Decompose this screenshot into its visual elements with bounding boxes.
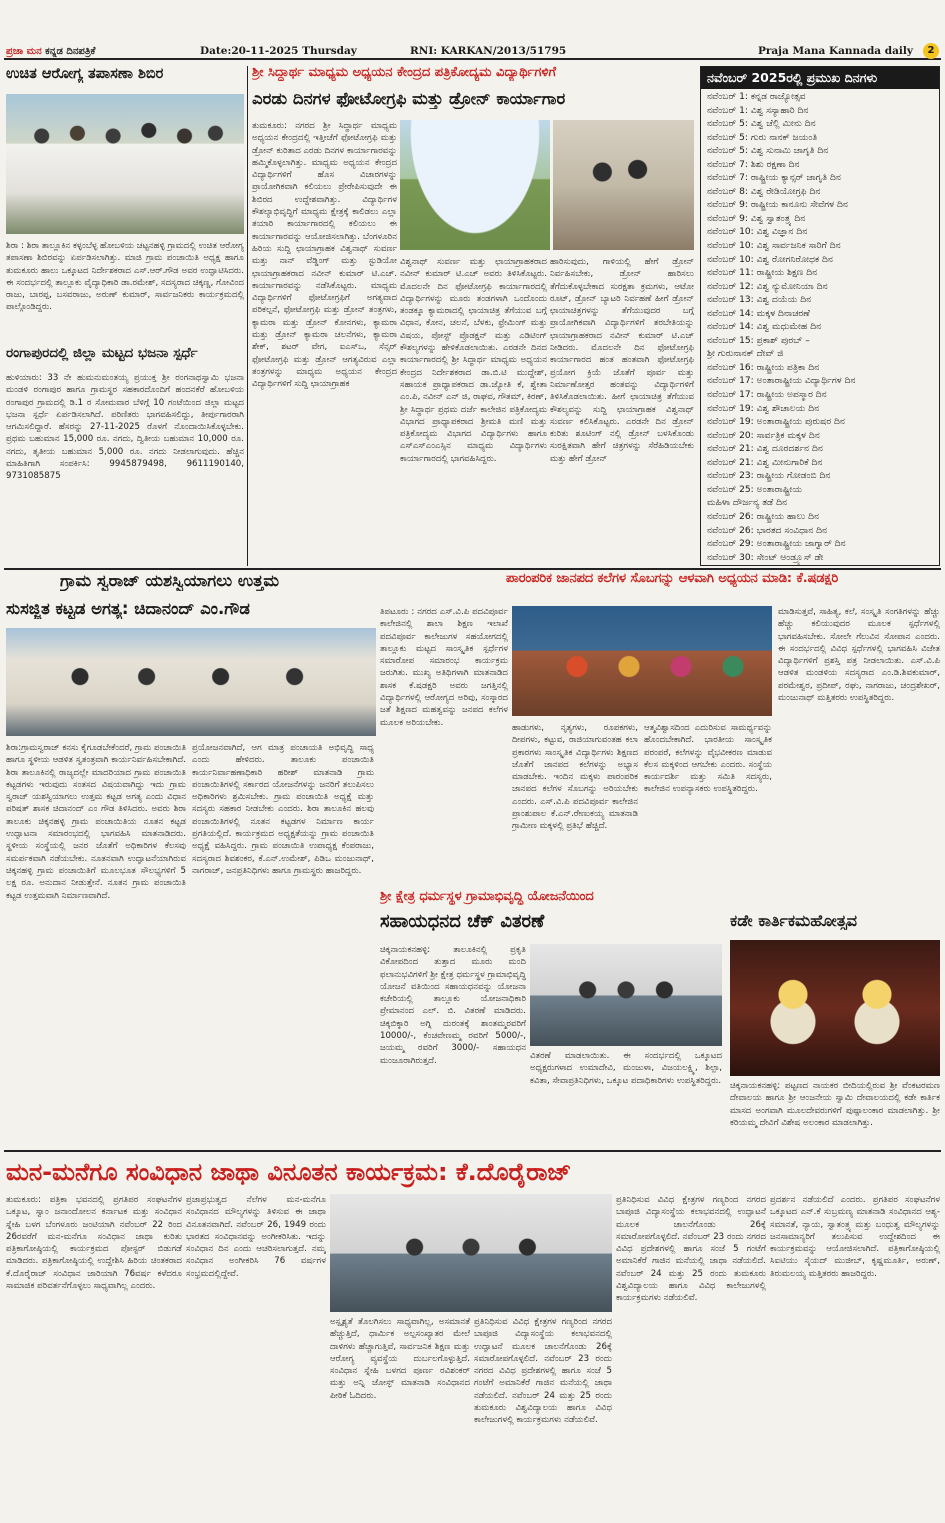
gram-swaraj-photo	[6, 628, 376, 736]
important-day-item: ನವೆಂಬರ್ 1: ಕನ್ನಡ ರಾಜ್ಯೋತ್ಸವ	[707, 92, 806, 102]
karthika-body: ಚಿಕ್ಕನಾಯಕನಹಳ್ಳಿ: ಪಟ್ಟಣದ ನಾಯಕರ ಬೀದಿಯಲ್ಲಿರುವ ಶ್ರೀ ವೆಂಕಟರಮಣ ದೇವಾಲಯ ಹಾಗೂ ಶ್ರೀ ಆಂಜನೇಯ ಸ್ವಾಮಿ ದೇವಾಲಯದಲ್ಲಿ ಕಡೇ ಕಾರ್ತಿಕ ಮಾಸದ ಅಂಗವಾಗಿ ಮೂಲದೇವರುಗಳಿಗೆ ಪುಷ್ಪಾಲಂಕಾರ ಮಾಡಲಾಗಿತ್ತು. ಶ್ರೀ ಕರಿಯಮ್ಮ ದೇವಿಗೆ ವಿಶೇಷ ಅಲಂಕಾರ ಮಾಡಲಾಗಿತ್ತು.	[730, 1081, 940, 1128]
column-rule	[247, 66, 248, 566]
constitution-body-col3: ಅಸ್ಪೃಶ್ಯತೆ ತೊಲಗಿಸಲು ಸಾಧ್ಯವಾಗಿಲ್ಲ, ಅಸಮಾನತೆ ಹೆಚ್ಚುತ್ತಿದೆ, ಧಾರ್ಮಿಕ ಅಲ್ಪಸಂಖ್ಯಾತರ ಮೇಲೆ ದಾಳಿಗಳು ಹೆಚ್ಚಾಗುತ್ತಿವೆ, ಸಾರ್ವಜನಿಕ ಶಿಕ್ಷಣ ಮತ್ತು ಆರೋಗ್ಯ ವ್ಯವಸ್ಥೆಯ ದುರ್ಬಲಗೊಳ್ಳುತ್ತಿದೆ. ಸಂವಿಧಾನ ಸ್ನೇಹಿ ಬಳಗದ ಪೂರ್ಣ ರವಿಶಂಕರ್ ಮತ್ತು ಅನ್ನಿ ಜೋಸ್ಫ್ ಮಾತನಾಡಿ ಸಂವಿಧಾನದ ಪೀಠಿಕೆ ಓದಿದರು.	[330, 1317, 470, 1401]
important-day-item: ನವೆಂಬರ್ 29: ಅಂತಾರಾಷ್ಟ್ರೀಯ ಜಾಗ್ವಾರ್ ದಿನ	[707, 539, 846, 550]
drone-photo-group	[553, 120, 694, 250]
bhajan-body: ಹುಳಿಯಾರು: 33 ನೇ ಹುಮನುಮಂತಯ್ಯ ಪ್ರಯುಕ್ತ ಶ್ರೀ ರಂಗನಾಥಸ್ವಾಮಿ ಭಜನಾ ಮಂಡಳಿ ರಂಗಾಪುರ ಹಾಗೂ ಗ್ರಾಮಸ್ಥರ ಸಹಕಾರದೊಂದಿಗೆ ಹಂದನಕೆರೆ ಹೋಬಳಿಯ ರಂಗಾಪುರ ಗ್ರಾಮದಲ್ಲಿ ಡಿ.1 ರ ಸೋಮವಾರ ಬೆಳಿಗ್ಗೆ 10 ಗಂಟೆಯಿಂದ ಜಿಲ್ಲಾ ಮಟ್ಟದ ಭಜನಾ ಸ್ಪರ್ಧೆ ಏರ್ಪಡಿಸಲಾಗಿದೆ. ಪರಿಣಿತರು ಭಾಗವಹಿಸಲಿದ್ದು, ತೀರ್ಪುಗಾರರಾಗಿ ಆಗಮಿಸಲಿದ್ದಾರೆ. ಹೆಸರನ್ನು 27-11-2025 ರೊಳಗೆ ನೊಂದಾಯಿಸಿಕೊಳ್ಳಬೇಕು. ಪ್ರಥಮ ಬಹುಮಾನ 15,000 ರೂ. ನಗದು, ದ್ವಿತೀಯ ಬಹುಮಾನ 10,000 ರೂ. ನಗದು, ತೃತೀಯ ಬಹುಮಾನ 5,000 ರೂ. ನಗದು ನೀಡಲಾಗುವುದು. ಹೆಚ್ಚಿನ ಮಾಹಿತಿಗಾಗಿ ಸಂಪರ್ಕಿಸಿ: 9945879498, 9611190140, 9731085875	[6, 373, 244, 482]
folk-arts-body-col4: ಮಾಡಿಸುತ್ತವೆ, ಸಾಹಿತ್ಯ, ಕಲೆ, ಸಂಸ್ಕೃತಿ ಸಂಗತಿಗಳನ್ನು ಹೆಚ್ಚು ಹೆಚ್ಚು ಕಲಿಯುವುದರ ಮೂಲಕ ಸ್ಪರ್ಧೆಗಳಲ್ಲಿ ಭಾಗವಹಿಸಬೇಕು. ಸೋಲೇ ಗೆಲುವಿನ ಸೋಪಾನ ಎಂದರು. ಈ ಸಂದರ್ಭದಲ್ಲಿ ವಿವಿಧ ಸ್ಪರ್ಧೆಗಳಲ್ಲಿ ಭಾಗವಹಿಸಿ ವಿಜೇತ ವಿದ್ಯಾರ್ಥಿಗಳಿಗೆ ಪ್ರಶಸ್ತಿ ಪತ್ರ ನೀಡಲಾಯಿತು. ಎಸ್.ವಿ.ಪಿ ಆಡಳಿತ ಮಂಡಳಿಯ ಸದಸ್ಯರಾದ ಎಂ.ಡಿ.ಶಿವಕುಮಾರ್, ಪರಮೇಶ್ವರ, ಪ್ರದೀಪ್, ರಘು, ನಾಗರಾಜು, ಚಂದ್ರಶೇಖರ್, ಮಂಜುನಾಥ್ ಮತ್ತಿತರರು ಉಪಸ್ಥಿತರಿದ್ದರು.	[778, 607, 940, 704]
important-day-item: ನವೆಂಬರ್ 7: ರಾಷ್ಟ್ರೀಯ ಕ್ಯಾನ್ಸರ್ ಜಾಗೃತಿ ದಿನ	[707, 173, 841, 184]
health-camp-photo	[6, 94, 244, 234]
important-day-item: ಶ್ರೀ ಗುರುನಾನಕ್ ದೇವ್ ಜಿ	[707, 349, 784, 360]
important-day-item: ನವೆಂಬರ್ 30: ಸೇಂಟ್ ಆಂಡ್ರ್ಯೂಸ್ ಡೇ	[707, 552, 824, 563]
important-day-item: ನವೆಂಬರ್ 26: ರಾಷ್ಟ್ರೀಯ ಹಾಲು ದಿನ	[707, 511, 820, 522]
health-camp-body: ಶಿರಾ : ಶಿರಾ ತಾಲ್ಲೂಕಿನ ಕಳ್ಳಂಬೆಳ್ಳ ಹೋಬಳಿಯ ಚಟ್ಟನಹಳ್ಳಿ ಗ್ರಾಮದಲ್ಲಿ ಉಚಿತ ಆರೋಗ್ಯ ತಪಾಸಣಾ ಶಿಬಿರವನ್ನು ಏರ್ಪಡಿಸಲಾಗಿತ್ತು. ಮಾಜಿ ಗ್ರಾಮ ಪಂಚಾಯಿತಿ ಅಧ್ಯಕ್ಷ ಹಾಗೂ ತುಮಕೂರು ಹಾಲು ಒಕ್ಕೂಟದ ನಿರ್ದೇಶಕರಾದ ಎಸ್.ಆರ್.ಗೌಡ ಅವರ ಉದ್ಘಾಟಿಸಿದರು. ಈ ಸಂದರ್ಭದಲ್ಲಿ ತಾಲ್ಲೂಕು ವೈದ್ಯಾಧಿಕಾರಿ ಡಾ.ರಮೇಶ್, ಸದಸ್ಯರಾದ ಚಿಕ್ಕಣ್ಣ, ಗೋವಿಂದ ರಾಜು, ಬಾರಪ್ಪ, ಬಸವರಾಜು, ಅರುಣ್ ಕುಮಾರ್, ಸಾರ್ವಜನಿಕರು ಕಾರ್ಯಕ್ರಮದಲ್ಲಿ ಪಾಲ್ಗೊಂಡಿದ್ದರು.	[6, 241, 244, 313]
constitution-headline: ಮನ-ಮನೆಗೂ ಸಂವಿಧಾನ ಜಾಥಾ ವಿನೂತನ ಕಾರ್ಯಕ್ರಮ: ಕೆ.ದೊರೈರಾಜ್	[6, 1158, 572, 1186]
important-day-item: ನವೆಂಬರ್ 19: ಅಂತಾರಾಷ್ಟ್ರೀಯ ಪುರುಷರ ದಿನ	[707, 417, 845, 428]
important-days-list	[701, 89, 939, 567]
important-day-item: ನವೆಂಬರ್ 23: ರಾಷ್ಟ್ರೀಯ ಗೋಡಂಬಿ ದಿನ	[707, 471, 831, 482]
important-day-item: ನವೆಂಬರ್ 10: ವಿಶ್ವ ಸಾರ್ವಜನಿಕ ಸಾರಿಗೆ ದಿನ	[707, 241, 841, 252]
important-day-item: ಮಹಿಳಾ ದೌರ್ಜನ್ಯ ತಡೆ ದಿನ	[707, 498, 788, 509]
important-day-item: ನವೆಂಬರ್ 1: ವಿಶ್ವ ಸಸ್ಯಾಹಾರಿ ದಿನ	[707, 105, 809, 116]
drone-body-col1: ತುಮಕೂರು: ನಗರದ ಶ್ರೀ ಸಿದ್ಧಾರ್ಥ ಮಾಧ್ಯಮ ಅಧ್ಯಯನ ಕೇಂದ್ರದಲ್ಲಿ ಇತ್ತೀಚೆಗೆ ಫೋಟೋಗ್ರಫಿ ಮತ್ತು ಡ್ರೋನ್ ಕುರಿತಾದ ಎರಡು ದಿನಗಳ ಕಾರ್ಯಾಗಾರವನ್ನು ಹಮ್ಮಿಕೊಳ್ಳಲಾಗಿತ್ತು. ಮಾಧ್ಯಮ ಅಧ್ಯಯನ ಕೇಂದ್ರದ ವಿದ್ಯಾರ್ಥಿಗಳಿಗೆ ಹೊಸ ವಿಚಾರಗಳನ್ನು ಪ್ರಾಯೋಗಿಕವಾಗಿ ಕಲಿಯಲು ಪ್ರೇರೇಪಿಸುವುದೇ ಈ ಶಿಬಿರದ ಉದ್ದೇಶವಾಗಿತ್ತು. ವಿದ್ಯಾರ್ಥಿಗಳ ಕೌಶಲ್ಯಾಭಿವೃದ್ಧಿಗೆ ಮಾಧ್ಯಮ ಕ್ಷೇತ್ರಕ್ಕೆ ಕಾಲಿಡಲು ಎಲ್ಲಾ ತಯಾರಿ ಕಾರ್ಯಾಗಾರದಲ್ಲಿ ಕಲಿಯಲು ಈ ಕಾರ್ಯಾಗಾರವನ್ನು ಆಯೋಜಿಸಲಾಗಿತ್ತು. ಬೆಂಗಳೂರಿನ ಹಿರಿಯ ಸುದ್ದಿ ಛಾಯಾಗ್ರಾಹಕ ವಿಶ್ವನಾಥ್ ಸುವರ್ಣ ಮತ್ತು ನಾನ್ ವೆಡ್ಡಿಂಗ್ ಮತ್ತು ಸ್ಟುಡಿಯೋ ಛಾಯಾಗ್ರಾಹಕರಾದ ನವೀನ್ ಕುಮಾರ್ ಟಿ.ಎಚ್. ಕಾರ್ಯಾಗಾರವನ್ನು ನಡೆಸಿಕೊಟ್ಟರು. ಮಾಧ್ಯಮ ವಿದ್ಯಾರ್ಥಿಗಳಿಗೆ ಫೋಟೋಗ್ರಫಿಗೆ ಅಗತ್ಯವಾದ ಪರಿಕಲ್ಪನೆ, ಫೋಟೋಗ್ರಫಿ ಮತ್ತು ಡ್ರೋನ್ ತಂತ್ರಗಳು, ಕ್ಯಾಮರಾ ಮತ್ತು ಡ್ರೋನ್ ಕೋನಗಳು, ಕ್ಯಾಮರಾ ಮತ್ತು ಡ್ರೋನ್ ಕ್ಯಾಮರಾ ಚಲನೆಗಳು, ಕ್ಯಾಮರಾ ಶೇಕ್, ಶಟರ್ ವೇಗ, ಐಎಸ್ಒ, ಸೆನ್ಸರ್ ಫೋಟೋಗ್ರಫಿ ಮತ್ತು ಡ್ರೋನ್ ಆಗತ್ಯವಿರುವ ಎಲ್ಲಾ ತಂತ್ರಗಳನ್ನು ಮಾಧ್ಯಮ ಅಧ್ಯಯನ ಕೇಂದ್ರದ ವಿದ್ಯಾರ್ಥಿಗಳಿಗೆ ಸುದ್ದಿ ಛಾಯಾಗ್ರಾಹಕ	[252, 121, 397, 390]
page-number-badge: 2	[923, 43, 939, 59]
gram-swaraj-body-col2: ಪ್ರಯೋಜನವಾಗಿದೆ, ಆಗ ಮಾತ್ರ ಪಂಚಾಯತಿ ಅಭಿವೃದ್ಧಿ ಸಾಧ್ಯ ಎಂದು ಹೇಳಿದರು. ತಾಲೂಕು ಪಂಚಾಯಿತಿ ಕಾರ್ಯನಿರ್ವಾಹಣಾಧಿಕಾರಿ ಹರೀಶ್ ಮಾತನಾಡಿ ಗ್ರಾಮ ಪಂಚಾಯಿತಿಗಳಲ್ಲಿ ಸರ್ಕಾರದ ಯೋಜನೆಗಳನ್ನು ಜನರಿಗೆ ತಲುಪಿಸಲು ಅಧಿಕಾರಿಗಳು ಶ್ರಮಿಸಬೇಕು. ಗ್ರಾಮ ಪಂಚಾಯಿತಿ ಅಧ್ಯಕ್ಷೆ ಮತ್ತು ಸದಸ್ಯರು ಸಹಕಾರ ನೀಡಬೇಕು ಎಂದರು. ಶಿರಾ ತಾಲೂಕಿನ ಹಲವು ಪಂಚಾಯಿತಿಗಳಲ್ಲಿ ನೂತನ ಕಟ್ಟಡಗಳ ನಿರ್ಮಾಣ ಕಾರ್ಯ ಪ್ರಗತಿಯಲ್ಲಿದೆ. ಕಾರ್ಯಕ್ರಮದ ಅಧ್ಯಕ್ಷತೆಯನ್ನು ಗ್ರಾಮ ಪಂಚಾಯಿತಿ ಅಧ್ಯಕ್ಷೆ ವಹಿಸಿದ್ದರು. ಗ್ರಾಮ ಪಂಚಾಯಿತಿ ಉಪಾಧ್ಯಕ್ಷ ಕೆಂಪರಾಜು, ಸದಸ್ಯರಾದ ಶಿವಶಂಕರ, ಕೆ.ಎನ್.ಉಮೇಶ್, ಪಿಡಿಒ ಮಂಜುನಾಥ್, ನಾಗರಾಜ್, ಜನಪ್ರತಿನಿಧಿಗಳು ಹಾಗೂ ಗ್ರಾಮಸ್ಥರು ಹಾಜರಿದ್ದರು.	[192, 743, 374, 876]
important-day-item: ನವೆಂಬರ್ 7: ಶಿಶು ರಕ್ಷಣಾ ದಿನ	[707, 159, 800, 170]
constitution-photo	[330, 1194, 612, 1312]
folk-arts-body-col1: ತಿಪಟೂರು : ನಗರದ ಎಸ್.ವಿ.ಪಿ ಪದವಿಪೂರ್ವ ಕಾಲೇಜಿನಲ್ಲಿ ಶಾಲಾ ಶಿಕ್ಷಣ ಇಲಾಖೆ ಪದವಿಪೂರ್ವ ಕಾಲೇಜುಗಳ ಸಹಯೋಗದಲ್ಲಿ ತಾಲ್ಲೂಕು ಮಟ್ಟದ ಸಾಂಸ್ಕೃತಿಕ ಸ್ಪರ್ಧೆಗಳ ಸಮಾರೋಪ ಸಮಾರಂಭ ಕಾರ್ಯಕ್ರಮ ಜರುಗಿತು. ಮುಖ್ಯ ಅತಿಥಿಗಳಾಗಿ ಮಾತನಾಡಿದ ಶಾಸಕ ಕೆ.ಷಡಕ್ಷರಿ ಅವರು ಜಗತ್ತಿನಲ್ಲಿ ವಿದ್ಯಾರ್ಥಿಗಳಲ್ಲಿ ಆರೋಗ್ಯದ ಅರಿವು, ಸಂಸ್ಕಾರದ ಜತೆ ಶಿಕ್ಷಣದ ಮಹತ್ವವನ್ನು ಜನಪದ ಕಲೆಗಳ ಮೂಲಕ ಅರಿಯಬೇಕು.	[380, 607, 508, 728]
constitution-body-col5: ಪ್ರದರ್ಶನ ನಡೆಯಲಿದೆ ಎಂದರು. ಪ್ರಗತಿಪರ ಸಂಘಟನೆಗಳ ಒಕ್ಕೂಟದ ಎನ್.ಕೆ ಸುಬ್ರಮಣ್ಯ ಮಾತನಾಡಿ ಸಂವಿಧಾನದ ಆಶ್ಯ-ಸಮಾನತೆ, ನ್ಯಾಯ, ಸ್ವಾತಂತ್ರ್ಯ ಮತ್ತು ಬಂಧುತ್ವ ಮೌಲ್ಯಗಳನ್ನು ಜನಸಾಮಾನ್ಯರಿಗೆ ತಲುಪಿಸುವ ಉದ್ದೇಶದಿಂದ ಈ ಕಾರ್ಯಕ್ರಮವನ್ನು ಆಯೋಜಿಸಲಾಗಿದೆ. ಪತ್ರಿಕಾಗೋಷ್ಠಿಯಲ್ಲಿ ಸಿಐಟಿಯು ಸೈಯದ್ ಮುಜೀಬ್, ಕೃಷ್ಣಮೂರ್ತಿ, ಅರುಣ್, ತಿರುಮಲಯ್ಯ ಮತ್ತಿತರರು ಹಾಜರಿದ್ದರು.	[770, 1195, 940, 1279]
section-rule	[4, 568, 941, 570]
important-day-item: ನವೆಂಬರ್ 10: ವಿಶ್ವ ವಿಜ್ಞಾನ ದಿನ	[707, 227, 808, 238]
masthead-paper-name: Praja Mana Kannada daily	[757, 45, 913, 57]
constitution-body-col4b: ಪ್ರತಿನಿಧಿಸುವ ವಿವಿಧ ಕ್ಷೇತ್ರಗಳ ಗಣ್ಯರಿಂದ ನಗರದ ಬಾಪೂಜಿ ವಿದ್ಯಾಸಂಸ್ಥೆಯ ಕಲಾಭವನದಲ್ಲಿ ಉದ್ಘಾಟನೆ ಮೂಲಕ ಚಾಲನೆಗೊಂಡು 26ಕ್ಕೆ ಸಮಾರೋಪಗೊಳ್ಳಲಿದೆ. ನವೆಂಬರ್ 23 ರಂದು ನಗರದ ವಿವಿಧ ಪ್ರದೇಶಗಳಲ್ಲಿ ಹಾಗೂ ಸಂಜೆ 5 ಗಂಟೆಗೆ ಅಮಾನಿಕೆರೆ ಗಾಜಿನ ಮನೆಯಲ್ಲಿ ಜಾಥಾ ನಡೆಯಲಿದೆ. ನವೆಂಬರ್ 24 ಮತ್ತು 25 ರಂದು ತುಮಕೂರು ವಿಶ್ವವಿದ್ಯಾಲಯ ಹಾಗೂ ವಿವಿಧ ಕಾಲೇಜುಗಳಲ್ಲಿ ಕಾರ್ಯಕ್ರಮಗಳು ನಡೆಯಲಿವೆ.	[616, 1195, 766, 1304]
section-rule-2	[4, 1150, 941, 1152]
important-day-item: ನವೆಂಬರ್ 11: ರಾಷ್ಟ್ರೀಯ ಶಿಕ್ಷಣ ದಿನ	[707, 268, 818, 279]
folk-arts-headline: ಪಾರಂಪರಿಕ ಜಾನಪದ ಕಲೆಗಳ ಸೊಬಗನ್ನು ಆಳವಾಗಿ ಅಧ್ಯಯನ ಮಾಡಿ: ಕೆ.ಷಡಕ್ಷರಿ	[506, 572, 839, 586]
constitution-body-col1: ತುಮಕೂರು: ಪತ್ರಿಕಾ ಭವನದಲ್ಲಿ ಪ್ರಗತಿಪರ ಸಂಘಟನೆಗಳ ಒಕ್ಕೂಟ, ಸ್ವಾಂ ಜನಾಂದೋಲನ ಕರ್ನಾಟಕ ಮತ್ತು ಸಂವಿಧಾನ ಸ್ನೇಹಿ ಬಳಗ ಬೆಂಗಳೂರು ಜಂಟಿಯಾಗಿ ನವೆಂಬರ್ 22 ರಿಂದ 26ರವರೆಗೆ ಮನ-ಮನೆಗೂ ಸಂವಿಧಾನ ಜಾಥಾ ಕುರಿತು ಪತ್ರಿಕಾಗೋಷ್ಠಿಯಲ್ಲಿ ಕಾರ್ಯಕ್ರಮದ ಪೋಸ್ಟರ್ ಬಿಡುಗಡೆ ಮಾಡಿದರು. ಪತ್ರಿಕಾಗೋಷ್ಠಿಯಲ್ಲಿ ಉದ್ದೇಶಿಸಿ ಹಿರಿಯ ಚಿಂತಕರಾದ ಕೆ.ದೊರೈರಾಜ್ ಸಂವಿಧಾನ ಜಾರಿಯಾಗಿ 76ವರ್ಷ ಕಳೆದರೂ ಸಾಮಾಜಿಕ ಪರಿವರ್ತನೆಗೊಳ್ಳಲು ಸಾಧ್ಯವಾಗಿಲ್ಲ ಎಂದರು.	[6, 1195, 182, 1292]
drone-headline: ಎರಡು ದಿನಗಳ ಫೋಟೋಗ್ರಫಿ ಮತ್ತು ಡ್ರೋನ್ ಕಾರ್ಯಾಗಾರ	[252, 90, 566, 108]
dharmasthala-headline-1: ಶ್ರೀ ಕ್ಷೇತ್ರ ಧರ್ಮಸ್ಥಳ ಗ್ರಾಮಾಭಿವೃದ್ಧಿ ಯೋಜನೆಯಿಂದ	[380, 890, 594, 904]
masthead-date: Date:20-11-2025 Thursday	[200, 45, 357, 57]
folk-arts-photo	[512, 606, 772, 716]
important-day-item: ನವೆಂಬರ್ 14: ವಿಶ್ವ ಮಧುಮೇಹ ದಿನ	[707, 322, 822, 333]
masthead-logo: ಪ್ರಜಾ ಮನ ಕನ್ನಡ ದಿನಪತ್ರಿಕೆ	[6, 45, 96, 57]
health-camp-headline: ಉಚಿತ ಆರೋಗ್ಯ ತಪಾಸಣಾ ಶಿಬಿರ	[6, 66, 164, 82]
drone-banner: ಶ್ರೀ ಸಿದ್ಧಾರ್ಥ ಮಾಧ್ಯಮ ಅಧ್ಯಯನ ಕೇಂದ್ರದ ಪತ್ರಿಕೋದ್ಯಮ ವಿದ್ಯಾರ್ಥಿಗಳಿಗೆ	[252, 66, 557, 80]
masthead-rni: RNI: KARKAN/2013/51795	[410, 45, 567, 57]
important-day-item: ನವೆಂಬರ್ 21: ವಿಶ್ವ ದೂರದರ್ಶನ ದಿನ	[707, 444, 823, 455]
important-day-item: ನವೆಂಬರ್ 5: ವಿಶ್ವ ಚೆಲ್ಲಿ ಮೀನು ದಿನ	[707, 119, 816, 130]
gram-swaraj-headline-1: ಗ್ರಾಮ ಸ್ವರಾಜ್ ಯಶಸ್ವಿಯಾಗಲು ಉತ್ತಮ	[60, 572, 280, 590]
important-day-item: ನವೆಂಬರ್ 5: ಗುರು ನಾನಕ್ ಜಯಂತಿ	[707, 132, 818, 143]
important-days-title: ನವೆಂಬರ್ 2025ರಲ್ಲಿ ಪ್ರಮುಖ ದಿನಗಳು	[701, 67, 939, 89]
masthead	[0, 0, 945, 64]
dharmasthala-body-col1: ಚಿಕ್ಕನಾಯಕನಹಳ್ಳಿ: ತಾಲೂಕಿನಲ್ಲಿ ಪ್ರಕೃತಿ ವಿಕೋಪದಿಂದ ತುತ್ತಾದ ಮೂರು ಮಂದಿ ಫಲಾನುಭವಿಗಳಿಗೆ ಶ್ರೀ ಕ್ಷೇತ್ರ ಧರ್ಮಸ್ಥಳ ಗ್ರಾಮಾಭಿವೃದ್ಧಿ ಯೋಜನೆ ವತಿಯಿಂದ ಸಹಾಯಧನವನ್ನು ಯೋಜನಾ ಕಚೇರಿಯಲ್ಲಿ ತಾಲ್ಲೂಕು ಯೋಜನಾಧಿಕಾರಿ ಪ್ರೇಮಾನಂದ ಎಲ್. ಬಿ. ವಿತರಣೆ ಮಾಡಿದರು. ಚಿಕ್ಕಬಿಕ್ಕಾರಿ ಅಗ್ನಿ ದುರಂತಕ್ಕೆ ಶಾಂತಮ್ಮರವರಿಗೆ 10000/-, ಕೆಂಚವೇಣಮ್ಮ ರವರಿಗೆ 5000/-, ಜಯಮ್ಮ ರವರಿಗೆ 3000/- ಸಹಾಯಧನ ಮಂಜೂರಾಗಿರುತ್ತದೆ.	[380, 945, 526, 1066]
folk-arts-body-col3: ಆತ್ಮವಿಶ್ವಾಸದಿಂದ ಎದುರಿಸುವ ಸಾಮರ್ಥ್ಯವನ್ನು ಹೊಂದಬೇಕಾಗಿದೆ. ಭಾರತೀಯ ಸಾಂಸ್ಕೃತಿಕ ಪರಂಪರೆ, ಕಲೆಗಳನ್ನು ವೈಭವೀಕರಣ ಮಾಡುವ ಕೆಲಸ ಮಕ್ಕಳಿಂದ ಆಗಬೇಕು ಎಂದರು. ಸಂಸ್ಥೆಯ ಕಾರ್ಯದರ್ಶಿ ಮತ್ತು ಸಮಿತಿ ಸದಸ್ಯರು, ಕಾಲೇಜಿನ ಉಪನ್ಯಾಸಕರು ಉಪಸ್ಥಿತರಿದ್ದರು.	[644, 723, 772, 795]
important-day-item: ನವೆಂಬರ್ 10: ವಿಶ್ವ ರೋಗನಿರೋಧಕ ದಿನ	[707, 254, 833, 265]
important-day-item: ನವೆಂಬರ್ 16: ರಾಷ್ಟ್ರೀಯ ಪತ್ರಿಕಾ ದಿನ	[707, 362, 820, 373]
drone-photo-field	[400, 120, 550, 250]
masthead-bar	[4, 44, 941, 60]
gram-swaraj-body-col1: ಶಿರಾ:ಗ್ರಾಮಸ್ವರಾಜ್ ಕನಸು ಕೈಗೂಡಬೇಕೆಂದರೆ, ಗ್ರಾಮ ಪಂಚಾಯಿತಿ ಹಾಗೂ ಸ್ಥಳೀಯ ಆಡಳಿತ ಸ್ವತಂತ್ರವಾಗಿ ಕಾರ್ಯನಿರ್ವಹಿಸಬೇಕಾಗಿದೆ. ಶಿರಾ ತಾಲೂಕಿನಲ್ಲಿ ರಾಜ್ಯದಲ್ಲೇ ಮಾದರಿಯಾದ ಗ್ರಾಮ ಪಂಚಾಯಿತಿ ಕಟ್ಟಡಗಳು ಇರುವುದು ಸಂತಸದ ವಿಷಯವಾಗಿದ್ದು ಇದು ಗ್ರಾಮ ಸ್ವರಾಜ್ ಯಶಸ್ವಿಯಾಗಲು ಉತ್ತಮ ಕಟ್ಟಡ ಅಗತ್ಯ ಎಂದು ವಿಧಾನ ಪರಿಷತ್ ಶಾಸಕ ಚಿದಾನಂದ್ ಎಂ ಗೌಡ ತಿಳಿಸಿದರು. ಅವರು ಶಿರಾ ತಾಲೂಕು ಚಿಕ್ಕನಹಳ್ಳಿ ಗ್ರಾಮ ಪಂಚಾಯಿತಿಯ ನೂತನ ಕಟ್ಟಡ ಉದ್ಘಾಟನಾ ಸಮಾರಂಭದಲ್ಲಿ ಭಾಗವಹಿಸಿ ಮಾತನಾಡಿದರು. ಸ್ಥಳೀಯ ಸಂಸ್ಥೆಯಲ್ಲಿ ಜನರ ಜೊತೆಗೆ ಅಧಿಕಾರಿಗಳ ಕೆಲಸವು ಸಮರ್ಪಕವಾಗಿ ನಡೆಯಬೇಕು. ನೂತನವಾಗಿ ಉದ್ಘಾಟನೆಯಾಗಿರುವ ಚಿಕ್ಕನಹಳ್ಳಿ ಗ್ರಾಮ ಪಂಚಾಯಿತಿಗೆ ಮೂಲಭೂತ ಸೌಲಭ್ಯಗಳಿಗೆ 5 ಲಕ್ಷ ರೂ. ಅನುದಾನ ನೀಡುತ್ತೇನೆ. ನೂತನ ಗ್ರಾಮ ಪಂಚಾಯಿತಿ ಕಟ್ಟಡ ಉತ್ತಮವಾಗಿ ನಿರ್ಮಾಣವಾಗಿದೆ.	[6, 743, 186, 901]
important-day-item: ನವೆಂಬರ್ 20: ಸಾರ್ವತ್ರಿಕ ಮಕ್ಕಳ ದಿನ	[707, 430, 820, 441]
bhajan-headline: ರಂಗಾಪುರದಲ್ಲಿ ಜಿಲ್ಲಾ ಮಟ್ಟದ ಭಜನಾ ಸ್ಪರ್ಧೆ	[6, 346, 198, 361]
important-day-item: ನವೆಂಬರ್ 17: ಅಂತಾರಾಷ್ಟ್ರೀಯ ವಿದ್ಯಾರ್ಥಿಗಳ ದಿನ	[707, 376, 856, 387]
important-day-item: ನವೆಂಬರ್ 12: ವಿಶ್ವ ನ್ಯುಮೋನಿಯಾ ದಿನ	[707, 281, 828, 292]
important-day-item: ನವೆಂಬರ್ 19: ವಿಶ್ವ ಶೌಚಾಲಯ ದಿನ	[707, 403, 820, 414]
important-day-item: ನವೆಂಬರ್ 21: ವಿಶ್ವ ಮೀನುಗಾರಿಕೆ ದಿನ	[707, 457, 823, 468]
dharmasthala-photo	[530, 944, 722, 1046]
important-day-item: ನವೆಂಬರ್ 25: ಅಂತಾರಾಷ್ಟ್ರೀಯ	[707, 484, 803, 495]
important-day-item: ನವೆಂಬರ್ 13: ವಿಶ್ವ ದಯೆಯ ದಿನ	[707, 295, 812, 306]
drone-body-col3: ಹಾರಿಸುವುದು, ಗಾಳಿಯಲ್ಲಿ ಹೇಗೆ ಡ್ರೋನ್ ನಿರ್ವಹಿಸಬೇಕು, ಡ್ರೋನ್ ಹಾರಿಸಲು ತೆಗೆದುಕೊಳ್ಳಬೇಕಾದ ಸುರಕ್ಷತಾ ಕ್ರಮಗಳು, ಆಟೋ ರೂಟ್, ಡ್ರೋನ್ ಬ್ಯಾಟರಿ ನಿರ್ವಹಣೆ ಹೀಗೆ ಡ್ರೋನ್ ಛಾಯಾಚಿತ್ರಗಳನ್ನು ತೆಗೆಯುವುದರ ಬಗ್ಗೆ ಪ್ರಾಯೋಗಿಕವಾಗಿ ವಿದ್ಯಾರ್ಥಿಗಳಿಗೆ ತರಬೇತಿಯನ್ನು ಛಾಯಾಗ್ರಾಹಕರಾದ ನವೀನ್ ಕುಮಾರ್ ಟಿ.ಎಚ್ ನೀಡಿದರು. ಮೊದಲನೇ ದಿನ ಫೋಟೋಗ್ರಫಿ ಕಾರ್ಯಾಗಾರದ ಹಂತ ಹಂತವಾಗಿ ಫೋಟೋಗ್ರಫಿ ಪ್ರಯೋಗ ಕ್ರಿಯೆ ಜೊತೆಗೆ ಪೂರ್ವ ಮತ್ತು ನಿರ್ಮಾಣೋತ್ತರ ಹಂತವನ್ನು ವಿದ್ಯಾರ್ಥಿಗಳಿಗೆ ತಿಳಿಸಿಕೊಡಲಾಯಿತು. ಹೀಗೆ ಛಾಯಾಚಿತ್ರ ತೆಗೆಯುವ ಕೌಶಲ್ಯವನ್ನು ಸುದ್ದಿ ಛಾಯಾಗ್ರಾಹಕ ವಿಶ್ವನಾಥ್ ಸುವರ್ಣ ಕಲಿಸಿಕೊಟ್ಟರು. ಎರಡನೇ ದಿನ ಡ್ರೋನ್ ಕುರಿತು ಶೂಟಿಂಗ್ ನಲ್ಲಿ ಡ್ರೋನ್ ಬಳಸಿಕೊಂಡು ಸುರಕ್ಷಿತವಾಗಿ ಹೇಗೆ ಚಿತ್ರಗಳನ್ನು ಸೆರೆಹಿಡಿಯಬೇಕು ಮತ್ತು ಹೇಗೆ ಡ್ರೋನ್	[550, 257, 694, 464]
constitution-body-col4: ಪ್ರತಿನಿಧಿಸುವ ವಿವಿಧ ಕ್ಷೇತ್ರಗಳ ಗಣ್ಯರಿಂದ ನಗರದ ಬಾಪೂಜಿ ವಿದ್ಯಾಸಂಸ್ಥೆಯ ಕಲಾಭವನದಲ್ಲಿ ಉದ್ಘಾಟನೆ ಮೂಲಕ ಚಾಲನೆಗೊಂಡು 26ಕ್ಕೆ ಸಮಾರೋಪಗೊಳ್ಳಲಿದೆ. ನವೆಂಬರ್ 23 ರಂದು ನಗರದ ವಿವಿಧ ಪ್ರದೇಶಗಳಲ್ಲಿ ಹಾಗೂ ಸಂಜೆ 5 ಗಂಟೆಗೆ ಅಮಾನಿಕೆರೆ ಗಾಜಿನ ಮನೆಯಲ್ಲಿ ಜಾಥಾ ನಡೆಯಲಿದೆ. ನವೆಂಬರ್ 24 ಮತ್ತು 25 ರಂದು ತುಮಕೂರು ವಿಶ್ವವಿದ್ಯಾಲಯ ಹಾಗೂ ವಿವಿಧ ಕಾಲೇಜುಗಳಲ್ಲಿ ಕಾರ್ಯಕ್ರಮಗಳು ನಡೆಯಲಿವೆ.	[474, 1317, 612, 1426]
constitution-body-col2: ಪ್ರಜಾಪ್ರಭುತ್ವದ ನೆಲೆಗಳ ಮನ-ಮನೆಗೂ ಸಂವಿಧಾನದ ಮೌಲ್ಯಗಳನ್ನು ತಿಳಿಸುವ ಈ ಜಾಥಾ ವಿನೂತನವಾಗಿದೆ. ನವೆಂಬರ್ 26, 1949 ರಂದು ಭಾರತದ ಸಂವಿಧಾನವನ್ನು ಅಂಗೀಕರಿಸಿತು. ಇದನ್ನು ಸಂವಿಧಾನ ದಿನ ಎಂದು ಆಚರಿಸಲಾಗುತ್ತದೆ. ನಮ್ಮ ಸಂವಿಧಾನ ಅಂಗೀಕರಿಸಿ 76 ವರ್ಷಗಳ ಸಂಭ್ರಮದಲ್ಲಿದ್ದೇವೆ.	[186, 1195, 326, 1279]
folk-arts-body-col2b: ಹಾಡುಗಳು, ನೃತ್ಯಗಳು, ರೂಪಕಗಳು, ದೀಪಗಳು, ಕಟ್ಟುವ, ರಾಜಿಯಾಗುವಂತಹ ಕಲಾ ಪ್ರಕಾರಗಳು ಸಾಂಸ್ಕೃತಿಕ ವಿದ್ಯಾರ್ಥಿಗಳು ಶಿಕ್ಷಣದ ಜೊತೆಗೆ ಜಾನಪದ ಕಲೆಗಳನ್ನು ಅಭ್ಯಾಸ ಮಾಡಬೇಕು. ಇಂದಿನ ಮಕ್ಕಳು ಪಾರಂಪರಿಕ ಜಾನಪದ ಕಲೆಗಳ ಸೊಬಗನ್ನು ಅರಿಯಬೇಕು ಎಂದರು. ಎಸ್.ವಿ.ಪಿ ಪದವಿಪೂರ್ವ ಕಾಲೇಜಿನ ಪ್ರಾಂಶುಪಾಲ ಕೆ.ಎನ್.ರೇಣುಕಯ್ಯ ಮಾತನಾಡಿ ಗ್ರಾಮೀಣ ಮಕ್ಕಳಲ್ಲಿ ಪ್ರತಿಭೆ ಹೆಚ್ಚಿದೆ.	[512, 723, 638, 832]
important-day-item: ನವೆಂಬರ್ 26: ಭಾರತದ ಸಂವಿಧಾನ ದಿನ	[707, 525, 828, 536]
gram-swaraj-headline-2: ಸುಸಜ್ಜಿತ ಕಟ್ಟಡ ಅಗತ್ಯ: ಚಿದಾನಂದ್ ಎಂ.ಗೌಡ	[6, 600, 250, 618]
important-day-item: ನವೆಂಬರ್ 14: ಮಕ್ಕಳ ದಿನಾಚರಣೆ	[707, 308, 810, 319]
important-day-item: ನವೆಂಬರ್ 9: ರಾಷ್ಟ್ರೀಯ ಕಾನೂನು ಸೇವೆಗಳ ದಿನ	[707, 200, 848, 211]
drone-body-col2: ವಿಶ್ವನಾಥ್ ಸುವರ್ಣ ಮತ್ತು ಛಾಯಾಗ್ರಾಹಕರಾದ ನವೀನ್ ಕುಮಾರ್ ಟಿ.ಎಚ್ ಅವರು ತಿಳಿಸಿಕೊಟ್ಟರು. ಮೊದಲನೇ ದಿನ ಫೋಟೋಗ್ರಫಿ ಕಾರ್ಯಾಗಾರದಲ್ಲಿ ವಿದ್ಯಾರ್ಥಿಗಳನ್ನು ಮೂರು ತಂಡಗಳಾಗಿ ಒಂದೊಂದು ತಂಡಕ್ಕೂ ಕ್ಯಾಮರಾದಲ್ಲಿ ಛಾಯಾಚಿತ್ರ ತೆಗೆಯುವ ಬಗ್ಗೆ ವಿಧಾನ, ಕೋನ, ಚಲನೆ, ಬೆಳಕು, ಫ್ರೇಮಿಂಗ್ ಮತ್ತು ವಿಷಯ, ಪೋಸ್ಟ್ ಪ್ರೊಡಕ್ಷನ್ ಮತ್ತು ಎಡಿಟಿಂಗ್ ಕೌಶಲ್ಯಗಳನ್ನು ಹೇಳಿಕೊಡಲಾಯಿತು. ಎರಡನೇ ದಿನದ ಕಾರ್ಯಾಗಾರದಲ್ಲಿ ಶ್ರೀ ಸಿದ್ಧಾರ್ಥ ಮಾಧ್ಯಮ ಅಧ್ಯಯನ ಕೇಂದ್ರದ ನಿರ್ದೇಶಕರಾದ ಡಾ.ಬಿ.ಟಿ ಮುದ್ದೇಶ್, ಸಹಾಯಕ ಪ್ರಾಧ್ಯಾಪಕರಾದ ಡಾ.ಜ್ಯೋತಿ ಕೆ, ಶ್ವೇತಾ ಎಂ.ಪಿ, ನವೀನ್ ಎನ್ ಜಿ, ರಾಘವ, ಗೌತಮ್, ಕಿರಣ್, ಶ್ರೀ ಸಿದ್ಧಾರ್ಥ ಪ್ರಥಮ ದರ್ಜೆ ಕಾಲೇಜಿನ ಪತ್ರಿಕೋದ್ಯಮ ವಿಭಾಗದ ಪ್ರಾಧ್ಯಾಪಕರಾದ ಶ್ರೀಮತಿ ಮಣಿ ಮತ್ತು ಪತ್ರಿಕೋದ್ಯಮ ವಿಭಾಗದ ವಿದ್ಯಾರ್ಥಿಗಳು ಹಾಗೂ ಎಸ್ಎಸ್ಎಂಎಸ್ಸಿನ ಮಾಧ್ಯಮ ವಿದ್ಯಾರ್ಥಿಗಳು ಕಾರ್ಯಾಗಾರದಲ್ಲಿ ಭಾಗವಹಿಸಿದ್ದರು.	[400, 257, 547, 464]
important-day-item: ನವೆಂಬರ್ 17: ರಾಷ್ಟ್ರೀಯ ಅಪಸ್ಮಾರ ದಿನ	[707, 390, 827, 401]
karthika-headline: ಕಡೇ ಕಾರ್ತಿಕಮಹೋತ್ಸವ	[730, 912, 858, 930]
important-day-item: ನವೆಂಬರ್ 8: ವಿಶ್ವ ರೇಡಿಯೋಗ್ರಫಿ ದಿನ	[707, 186, 821, 197]
important-day-item: ನವೆಂಬರ್ 9: ವಿಶ್ವ ಸ್ವಾತಂತ್ರ್ಯ ದಿನ	[707, 213, 806, 224]
important-day-item: ನವೆಂಬರ್ 5: ವಿಶ್ವ ಸುನಾಮಿ ಜಾಗೃತಿ ದಿನ	[707, 146, 829, 157]
important-day-item: ನವೆಂಬರ್ 15: ಪ್ರಕಾಶ್ ಪುರಬ್ –	[707, 335, 810, 346]
dharmasthala-body-col2: ವಿತರಣೆ ಮಾಡಲಾಯಿತು. ಈ ಸಂದರ್ಭದಲ್ಲಿ ಒಕ್ಕೂಟದ ಅಧ್ಯಕ್ಷರುಗಳಾದ ಉಮಾದೇವಿ, ಮಂಜುಳಾ, ವಿಜಯಲಕ್ಷ್ಮಿ, ಶಿಲ್ಪಾ, ಕವಿತಾ, ಸೇವಾಪ್ರತಿನಿಧಿಗಳು, ಒಕ್ಕೂಟ ಪದಾಧಿಕಾರಿಗಳು ಉಪಸ್ಥಿತರಿದ್ದರು.	[530, 1051, 722, 1086]
important-days-box	[700, 66, 940, 566]
karthika-photo	[730, 940, 940, 1076]
dharmasthala-headline-2: ಸಹಾಯಧನದ ಚೆಕ್ ವಿತರಣೆ	[380, 912, 545, 932]
